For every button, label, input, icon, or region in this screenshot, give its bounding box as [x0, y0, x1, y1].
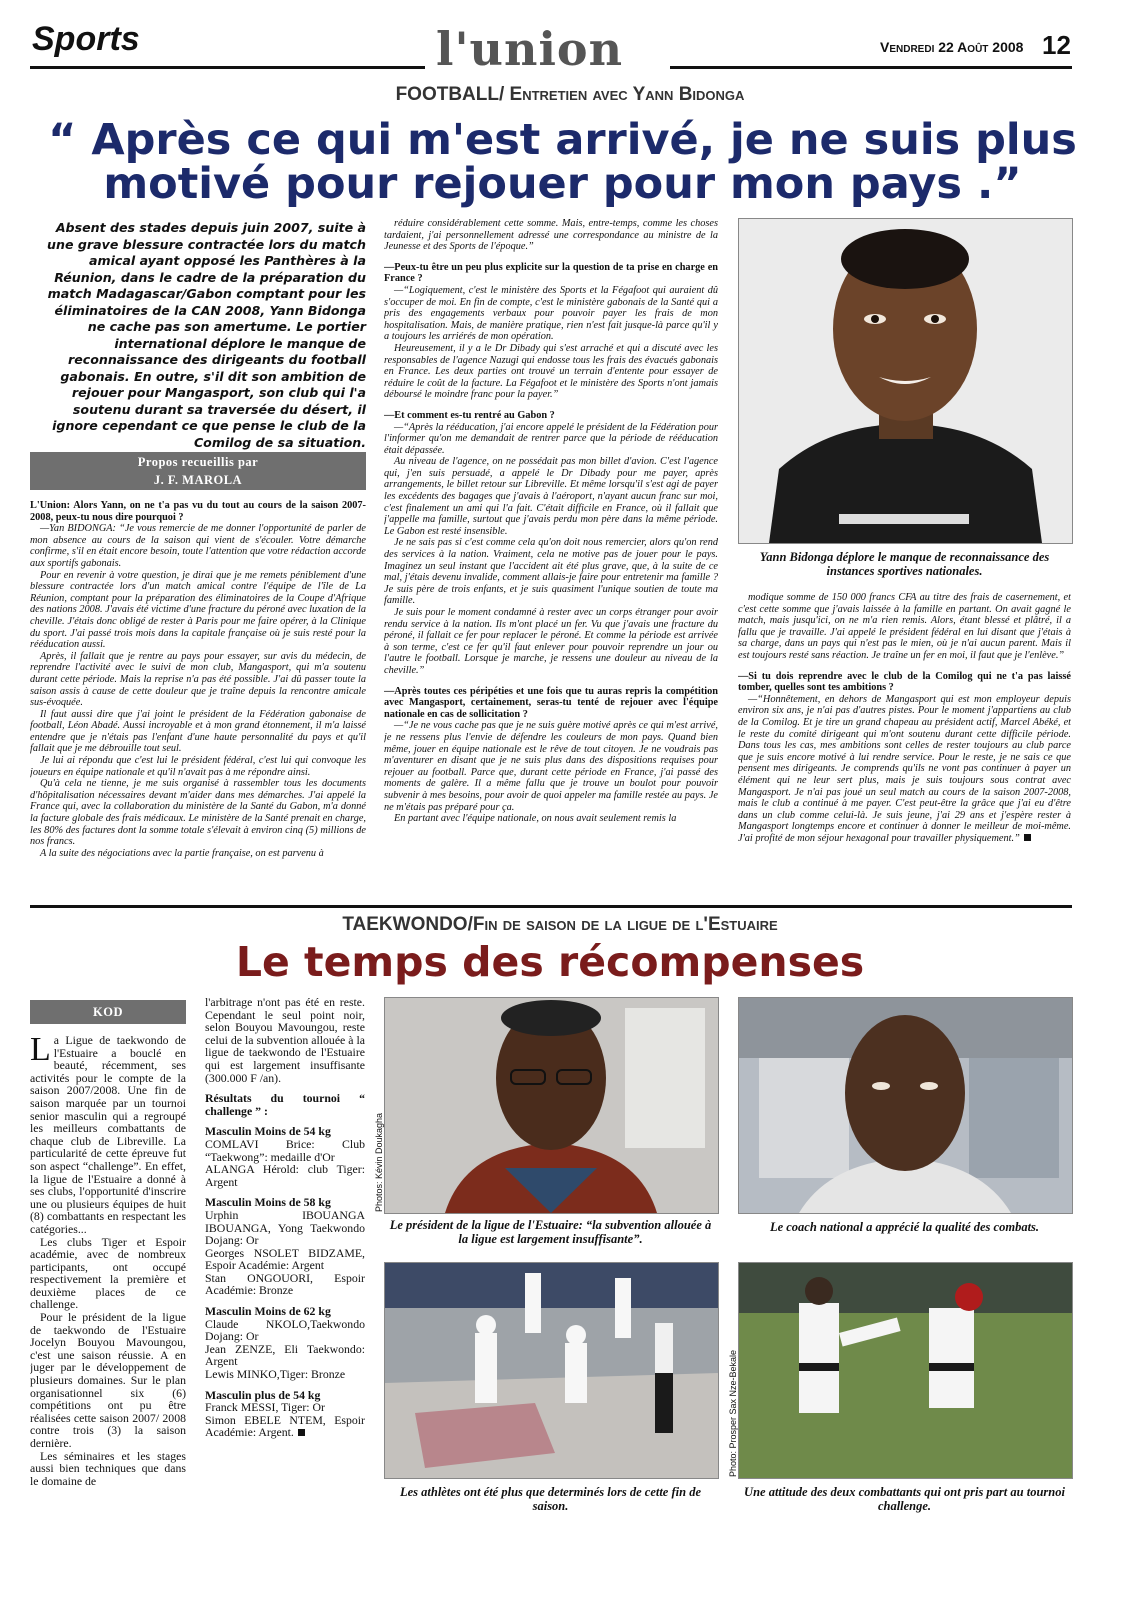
paragraph: Les séminaires et les stages aussi bien techniques que dans le domaine de [30, 1448, 186, 1488]
byline-label: Propos recueillis par [137, 455, 259, 469]
photo-credit-2: Photo: Prosper Sax Nze-Bekale [728, 1349, 738, 1477]
paragraph: A la suite des négociations avec la partie française, on est parvenu à [40, 847, 324, 859]
subheading: Résultats du tournoi “ challenge ” : [205, 1091, 365, 1118]
drop-cap: L [30, 1034, 51, 1068]
paragraph: En partant avec l'équipe nationale, on nous avait seulement remis la [394, 813, 677, 825]
paragraph: Stan ONGOUORI, Espoir Académie: Bronze [205, 1270, 365, 1298]
paragraph: —“Honnêtement, en dehors de Mangasport qui est mon employeur depuis environ six ans, je n'ai pas d'autres pistes. Pour le moment j'appartiens au club de la Comilog. Et je tire un grand chapeau au président actif, Marcel Abéké, et le reste du comité dirigeant qui m'ont soutenu durant cette difficile période. Dans tous les cas, mes ambitions sont celles de rester toujours au club parce que je suis encore motivé à lui rendre service. Pour le reste, je ne sais ce que pensent mes dirigeants. Je comprends qu'ils ne vont pas continuer à payer un élément qui ne leur sert plus, mais je suis toujours sous contrat avec Mangasport. Je n'ai pas joué un seul match au cours de la saison 2007-2008, mais le club a continué à me payer. C'est peut-être la grâce que j'ai eu d'être dans un club comme celui-là. Je suis jeune, j'ai 29 ans et j'espère rester à Mangasport longtemps encore et continuer à donner le meilleur de moi-même. J'ai profité de mon séjour hexagonal pour travailler physiquement.” [738, 693, 1071, 844]
article1-byline [30, 452, 366, 490]
subheading: —Après toutes ces péripéties et une fois que tu auras repris la compétition avec Mangasport, certainement, seras-tu tenté de rejouer avec l'équipe nationale en cas de sollicitation ? [384, 685, 718, 720]
byline-name: J. F. MAROLA [153, 473, 243, 487]
subheading: Masculin Moins de 58 kg [205, 1195, 331, 1210]
article2-col1 [30, 1034, 186, 1520]
section-divider [30, 905, 1072, 908]
paragraph-spacer [738, 662, 1071, 671]
paragraph: ALANGA Hérold: club Tiger: Argent [205, 1162, 365, 1189]
article2-headline: Le temps des récompenses [235, 938, 865, 986]
paragraph: Qu'à cela ne tienne, je me suis organisé à rassembler tous les documents d'hôpitalisation nécessaires devant m'aider dans mes démarches. J'ai appelé la France qui, avec la collaboration du ministère de la Santé du Gabon, m'a donné la facture globale des frais médicaux. Le ministère de la Santé prenait en charge, les 80% des factures dont la somme totale s'élevait à environ cinq (5) millions de nos francs. [30, 778, 366, 848]
paragraph: Après, il fallait que je rentre au pays pour essayer, sur avis du médecin, de reprendre l'activité avec le suivi de mon club, Mangasport, qui m'a soutenu durant cette période. Mais la reprise n'a pas été possible. J'ai dû passer toute la saison assis à cause de cette douleur que je traîne depuis la rencontre amicale sus-évoquée. [30, 650, 366, 709]
paragraph: Je suis pour le moment condamné à rester avec un corps étranger pour avoir rendu service à la nation. Ils m'ont placé un fer. Vu que j'avais une fracture du péroné, il fallait ce fer pour replacer le péroné. Et comme la période est arrivée à son terme, c'est ce fer qu'il faut enlever pour pouvoir reprendre un jour ou l'autre le football. Lorsque je marche, je ressens une douleur au niveau de la cheville.” [384, 607, 718, 676]
end-mark [298, 1429, 305, 1436]
paragraph: Pour en revenir à votre question, je dirai que je me remets péniblement d'une blessure contractée lors d'un match amical contre l'équipe de l'île de La Réunion, comptant pour la préparation des éliminatoires de la Coupe d'Afrique des nations 2008. J'avais été victime d'une fracture du péroné avec luxation de la cheville. J'étais donc obligé de rester à Paris pour me faire opérer, à la Clinique du sport. J'ai passé trois mois dans la capitale française où je suis resté pour la rééducation aussi. [30, 569, 366, 651]
headline-line-1: “ Après ce qui m'est arrivé, je ne suis plus [48, 115, 1077, 165]
header-rule-left [30, 66, 425, 69]
headline-line-2: motivé pour rejouer pour mon pays .” [103, 159, 1022, 209]
paragraph: Heureusement, il y a le Dr Dibady qui s'est arraché et qui a discuté avec les responsables de l'agence Nazugi qui endosse tous les frais des évacués gabonais en France. Les deux parties ont trouvé un terrain d'entente pour essayer de réduire le coût de la facture. La Fégafoot et le ministère des Sports n'ont jamais déboursé le moindre franc pour la payer.” [384, 342, 718, 401]
masthead-logo: l'union [436, 22, 624, 76]
caption-combatants: Une attitude des deux combattants qui ont pris part au tournoi challenge. [744, 1485, 1065, 1513]
photo-credit-1: Photos: Kévin Doukagha [374, 1112, 384, 1212]
paragraph: Il faut aussi dire que j'ai joint le président de la Fédération gabonaise de football, Léon Abadé. Aussi incroyable et à mon grand étonnement, il m'a laissé entendre que je n'étais pas l'enfant d'une haute personnalité du pays et qu'il fallait que je me débrouille tout seul. [30, 708, 366, 755]
paragraph: COMLAVI Brice: Club “Taekwong”: medaille d'Or [205, 1136, 365, 1164]
paragraph: —“Logiquement, c'est le ministère des Sports et la Fégafoot qui auraient dû s'occuper de moi. En fin de compte, c'est le ministère gabonais de la Santé qui a pris des engagements verbaux pour pouvoir payer les frais de mon hospitalisation. Mais, de manière pratique, rien n'est fait jusque-là parce qu'il y a toujours les arriérés de mon opération. [384, 284, 718, 343]
article2-col2 [205, 996, 365, 1520]
paragraph: Lewis MINKO,Tiger: Bronze [205, 1367, 346, 1382]
athletes-photo [384, 1262, 719, 1479]
president-illustration [385, 998, 718, 1213]
yann-bidonga-photo [738, 218, 1073, 544]
paragraph: Je ne sais pas si c'est comme cela qu'on doit nous remercier, alors qu'on rend des services à la nation. Vraiment, cela ne motive pas de jouer pour le pays. Imaginez un seul instant que l'accident ait été plus grave, que, à la suite de ce mal, j'étais devenu invalide, comment allais-je faire pour entretenir ma famille ? Je suis père de trois enfants, et je suis quasiment l'unique soutien de toute ma famille. [384, 537, 718, 607]
subheading: Masculin Moins de 54 kg [205, 1124, 331, 1139]
paragraph-spacer [384, 253, 718, 262]
paragraph-spacer [384, 401, 718, 410]
subheading: L'Union: Alors Yann, on ne t'a pas vu du tout au cours de la saison 2007-2008, peux-tu nous dire pourquoi ? [30, 500, 366, 523]
article1-intro: Absent des stades depuis juin 2007, suite à une grave blessure contractée lors du match amical ayant opposé les Panthères à la Réunion, dans le cadre de la préparation du match Madagascar/Gabon comptant pour les éliminatoires de la CAN 2008, Yann Bidonga ne cache pas son amertume. Le portier international déplore le manque de reconnaissance des dirigeants du football gabonais. En outre, s'il dit son ambition de rejouer pour Mangasport, son club qui l'a soutenu durant sa traversée du désert, il ignore cependant ce que pense le club de la Comilog de sa situation. [47, 220, 366, 450]
page-number: 12 [1042, 30, 1071, 60]
end-mark [1024, 834, 1031, 841]
paragraph: Je lui ai répondu que c'est lui le président fédéral, c'est lui qui convoque les joueurs en équipe nationale et qu'il n'avait pas à me répondre ainsi. [30, 755, 366, 778]
paragraph: Claude NKOLO,Taekwondo Dojang: Or [205, 1316, 365, 1344]
article2-byline: KOD [30, 1000, 186, 1024]
paragraph: modique somme de 150 000 francs CFA au titre des frais de casernement, et c'est cette somme que j'avais laissée à la famille en partant. On avait gagné le match, mais jusqu'ici, on ne m'a rien remis. Alors, étant blessé et plâtré, il a fallu que je travaille. J'ai appelé le président fédéral en lui disant que j'étais à sa charge, dans un pays qui n'est pas le mien, où je n'ai aucun parent. Mais il est toujours resté sans réaction. Je traîne un fer en moi, il faut que je l'enlève.” [738, 592, 1071, 661]
article1-kicker: FOOTBALL/ Entretien avec Yann Bidonga [395, 84, 745, 105]
paragraph: réduire considérablement cette somme. Mais, entre-temps, comme les choses tardaient, j'ai personnellement adressé une correspondance au ministre de la Jeunesse et des Sports de l'époque.” [384, 218, 718, 253]
paragraph: Georges NSOLET BIDZAME, Espoir Académie: Argent [205, 1245, 365, 1273]
paragraph: —“Je ne vous cache pas que je ne suis guère motivé après ce qui m'est arrivé, je ne ressens plus l'envie de défendre les couleurs de mon pays. Quand bien même, jouer en équipe nationale est le rêve de tout citoyen. Je ne voudrais pas m'aventurer en disant que je ne suis plus dans des dispositions requises pour rejouer au football. Parce que, durant cette période en France, j'ai passé des moments de galère. Il a même fallu que je trouve un boulot pour pouvoir subvenir à mes besoins, pour avoir de quoi appeler ma famille restée au pays. Je ne m'étais pas préparé pour ça. [384, 720, 718, 813]
header-rule-right [670, 66, 1072, 69]
paragraph: Urphin IBOUANGA IBOUANGA, Yong Taekwondo Dojang: Or [205, 1207, 365, 1248]
paragraph: l'arbitrage n'ont pas été en reste. Cependant le seul point noir, selon Bouyou Mavoungou, reste celui de la subvention allouée à la ligue de taekwondo de l'Estuaire qui est largement insuffisante (300.000 F /an). [205, 996, 365, 1085]
subheading: Masculin Moins de 62 kg [205, 1304, 331, 1319]
article1-col1 [30, 500, 366, 895]
paragraph-spacer [384, 677, 718, 686]
subheading: —Et comment es-tu rentré au Gabon ? [384, 409, 555, 421]
paragraph: Au niveau de l'agence, on ne possédait pas mon billet d'avion. C'est l'agence qui, j'en suis persuadé, a appelé le Dr Dibady pour me payer, après arrangements, le billet retour sur Libreville. Et même lorsqu'il s'est agi de payer les excédents des bagages que j'avais à l'aéroport, n'ayant aucun franc sur moi, c'est finalement un ami qui l'a fait. C'était difficile en France, où il fallait que j'appelle ma famille, surtout que j'avais perdu mon père dans la même période. Le Gabon est resté insensible. [384, 456, 718, 537]
subheading: —Si tu dois reprendre avec le club de la Comilog qui ne t'a pas laissé tomber, quelles sont tes ambitions ? [738, 670, 1071, 694]
article2-kicker: TAEKWONDO/Fin de saison de la ligue de l'Estuaire [342, 914, 778, 935]
league-president-photo [384, 997, 719, 1214]
athletes-illustration [385, 1263, 718, 1478]
article1-headline [40, 115, 1085, 209]
yann-photo-caption: Yann Bidonga déplore le manque de reconnaissance des instances sportives nationales. [759, 550, 1050, 578]
paragraph: —Yan BIDONGA: “Je vous remercie de me donner l'opportunité de parler de mon absence au cours de la saison qui vient de s'écouler. Votre démarche confirme, s'il en était encore besoin, toute l'attention que votre rédaction accorde aux sportifs gabonais. [30, 523, 366, 569]
paragraph: Franck MESSI, Tiger: Or [205, 1400, 325, 1415]
issue-date: Vendredi 22 Août 2008 [880, 39, 1024, 55]
subheading: —Peux-tu être un peu plus explicite sur la question de ta prise en charge en France ? [384, 261, 718, 285]
caption-coach: Le coach national a apprécié la qualité des combats. [769, 1220, 1040, 1234]
paragraph: a Ligue de taekwondo de l'Estuaire a bouclé en beauté, récemment, ses activités pour le compte de la saison 2007/2008. Une fin de saison marquée par un tournoi senior masculin qui a regroupé les meilleurs combattants de chaque club de Libreville. La particularité de cette épreuve fut son aspect “challenge”. En effet, la ligue de l'Estuaire a donné à ses clubs, l'opportunité d'inscrire une ou plusieurs équipes de huit (8) combattants en respectant les catégories... [30, 1034, 186, 1236]
subheading: Masculin plus de 54 kg [205, 1387, 321, 1402]
paragraph: Pour le président de la ligue de taekwondo de l'Estuaire Jocelyn Bouyou Mavoungou, c'est une saison réussie. A en juger par le développement de plusieurs domaines. Sur le plan organisationnel six (6) compétitions ont pu être réalisées cette saison 2007/ 2008 contre trois (3) la saison dernière. [30, 1310, 186, 1450]
national-coach-photo [738, 997, 1073, 1214]
paragraph: Les clubs Tiger et Espoir académie, avec de nombreux participants, ont occupé respectivement la première et deuxième places de ce challenge. [30, 1234, 186, 1312]
caption-athletes: Les athlètes ont été plus que determinés lors de cette fin de saison. [399, 1485, 701, 1513]
combatants-photo [738, 1262, 1073, 1479]
coach-illustration [739, 998, 1072, 1213]
article1-col3 [738, 592, 1071, 895]
paragraph: Simon EBELE NTEM, Espoir Académie: Argent. [205, 1412, 365, 1440]
combatants-illustration [739, 1263, 1072, 1478]
paragraph: Jean ZENZE, Eli Taekwondo: Argent [205, 1341, 365, 1369]
section-label: Sports [32, 20, 140, 58]
article1-col2 [384, 218, 718, 896]
caption-president: Le président de la ligue de l'Estuaire: “la subvention allouée à la ligue est largement insuffisante”. [389, 1218, 712, 1246]
paragraph: —“Après la rééducation, j'ai encore appelé le président de la Fédération pour l'informer qu'on me demandait de rentrer parce que la période de rééducation était dépassée. [384, 421, 718, 456]
portrait-illustration [739, 219, 1072, 543]
